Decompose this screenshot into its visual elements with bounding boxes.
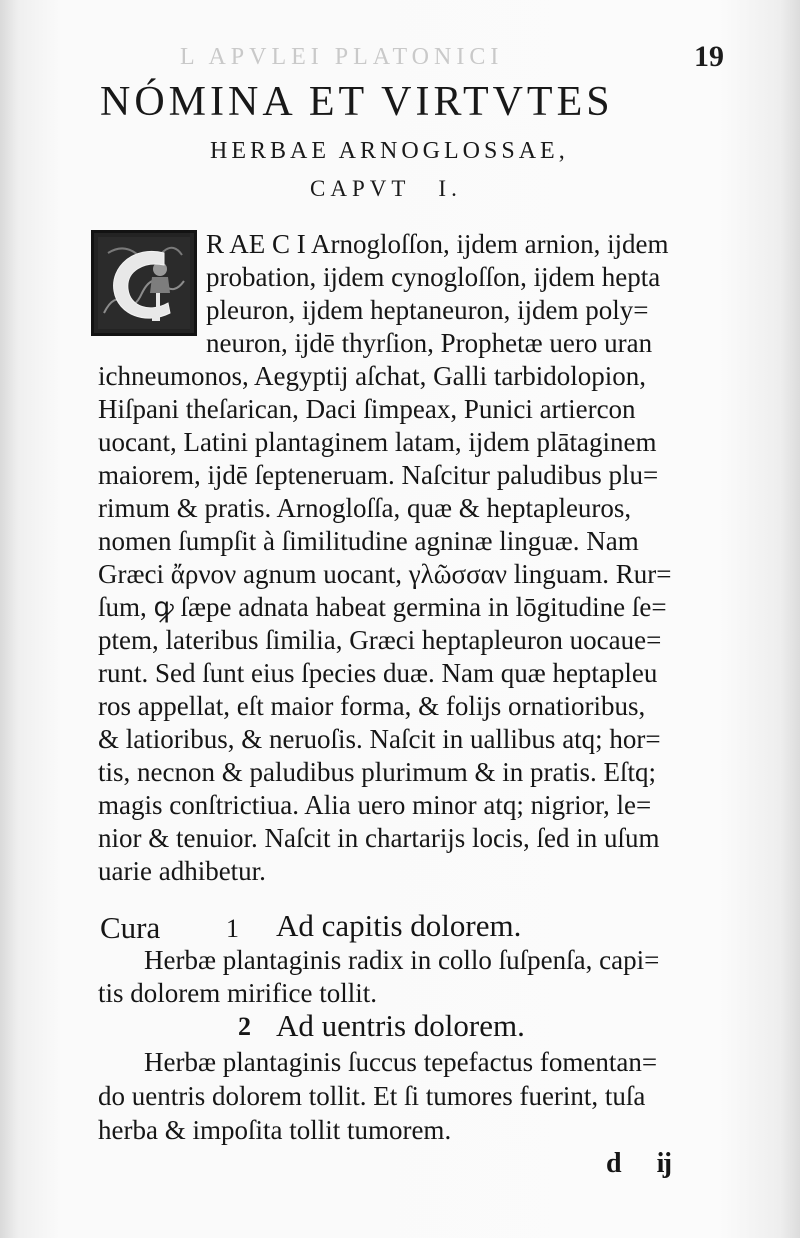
text-line: uarie adhibetur. xyxy=(98,856,266,886)
text-line: nior & tenuior. Naſcit in chartarĳs locis, ſed in uſum xyxy=(98,823,660,853)
text-line: ſum, ꝙ ſæpe adnata habeat germina in lōgitudine ſe= xyxy=(98,592,667,622)
text-line: tis, necnon & paludibus plurimum & in pratis. Eſtq; xyxy=(98,757,656,787)
signature-mark: d ĳ xyxy=(606,1148,687,1179)
text-line: Græci ἄρνον agnum uocant, γλῶσσαν linguam. Rur= xyxy=(98,559,672,589)
chapter-heading xyxy=(310,176,462,202)
text-line: do uentris dolorem tollit. Et ſi tumores fuerint, tuſa xyxy=(98,1081,646,1111)
text-line: probation, ĳdem cynogloſſon, ĳdem hepta xyxy=(206,262,661,292)
cure-heading: Ad uentris dolorem. xyxy=(276,1008,525,1043)
text-line: R AE C I Arnogloſſon, ĳdem arnion, ĳdem xyxy=(206,229,669,259)
show-through-header: L APVLEI PLATONICI xyxy=(180,44,504,70)
text-line: herba & impoſita tollit tumorem. xyxy=(98,1115,452,1145)
cure-heading: Ad capitis dolorem. xyxy=(276,908,522,943)
text-line: magis conſtrictiua. Alia uero minor atq; nigrior, le= xyxy=(98,790,652,820)
decorated-initial xyxy=(91,230,197,336)
text-line: pleuron, ĳdem heptaneuron, ĳdem poly= xyxy=(206,295,649,325)
page-title: NÓMINA ET VIRTVTES xyxy=(100,79,614,125)
text-line: ros appellat, eſt maior forma, & folĳs ornatioribus, xyxy=(98,691,646,721)
text-line: ichneumonos, Aegyptĳ aſchat, Galli tarbidolopion, xyxy=(98,361,647,391)
text-line: ptem, lateribus ſimilia, Græci heptapleuron uocaue= xyxy=(98,625,662,655)
text-line: Hiſpani theſarican, Daci ſimpeax, Punici artiercon xyxy=(98,394,636,424)
text-line: neuron, ĳdē thyrſion, Prophetæ uero uran xyxy=(206,328,653,358)
page-subtitle: HERBAE ARNOGLOSSAE, xyxy=(210,138,569,164)
page-number: 19 xyxy=(694,40,724,73)
text-line: rimum & pratis. Arnogloſſa, quæ & heptapleuros, xyxy=(98,493,632,523)
text-line: & latioribus, & neruoſis. Naſcit in uallibus atq; hor= xyxy=(98,724,661,754)
decorated-initial-icon xyxy=(94,233,194,333)
text-line: nomen ſumpſit à ſimilitudine agninæ linguæ. Nam xyxy=(98,526,639,556)
text-line: Herbæ plantaginis radix in collo ſuſpenſa, capi= xyxy=(144,945,660,975)
cure-number: 2 xyxy=(238,1012,251,1041)
text-line: Herbæ plantaginis ſuccus tepefactus fomentan= xyxy=(144,1047,658,1077)
chapter-number: I. xyxy=(438,176,462,201)
text-line: runt. Sed ſunt eius ſpecies duæ. Nam quæ heptapleu xyxy=(98,658,658,688)
cure-number: 1 xyxy=(226,914,239,943)
text-line: tis dolorem mirifice tollit. xyxy=(98,978,377,1008)
chapter-label: CAPVT xyxy=(310,176,411,201)
text-line: maiorem, ĳdē ſepteneruam. Naſcitur paludibus plu= xyxy=(98,460,659,490)
text-line: uocant, Latini plantaginem latam, ĳdem plātaginem xyxy=(98,427,657,457)
cure-label: Cura xyxy=(100,910,161,945)
